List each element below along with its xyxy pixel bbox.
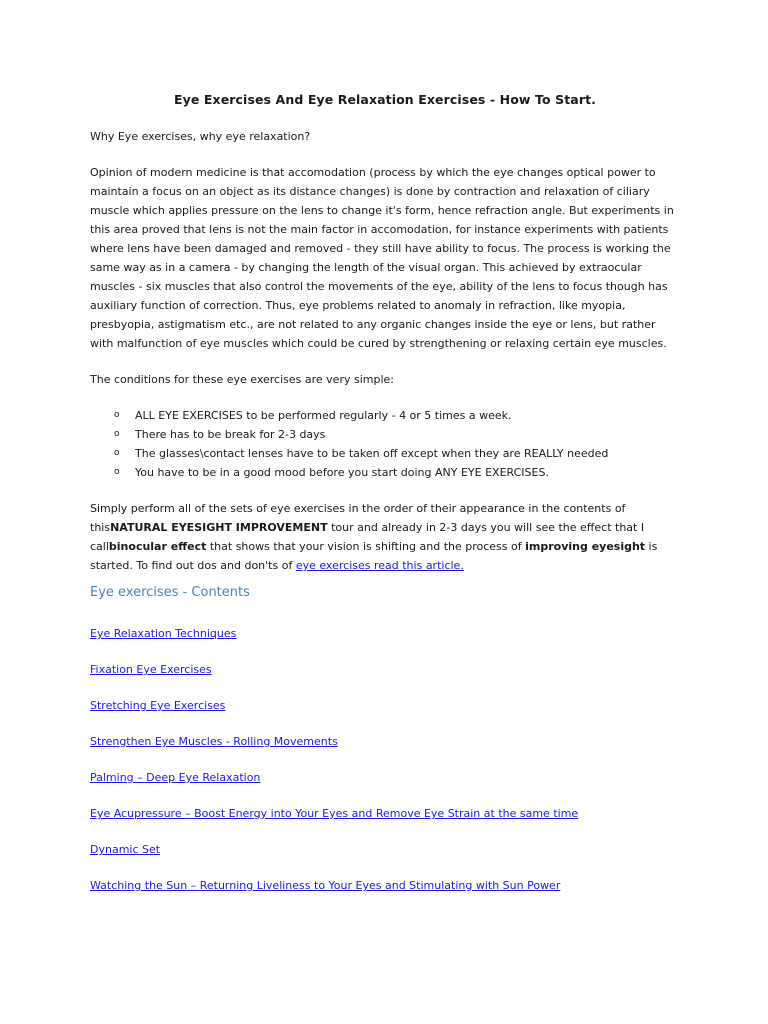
toc-item — [90, 768, 680, 787]
conditions-intro: The conditions for these eye exercises are very simple: — [90, 373, 394, 386]
perform-text-3: that shows that your vision is shifting and the process of — [206, 540, 526, 553]
dos-and-donts-link[interactable]: eye exercises read this article. — [295, 559, 464, 572]
natural-eyesight-improvement-bold: NATURAL EYESIGHT IMPROVEMENT — [110, 521, 328, 534]
intro-question: Why Eye exercises, why eye relaxation? — [90, 130, 311, 143]
bullet-icon: o — [114, 429, 120, 439]
watching-the-sun-link[interactable]: Watching the Sun – Returning Liveliness to Your Eyes and Stimulating with Sun Power — [90, 879, 561, 892]
document-page — [90, 90, 680, 912]
list-item — [90, 425, 680, 444]
rolling-movements-link[interactable]: Strengthen Eye Muscles - Rolling Movements — [90, 735, 338, 748]
perform-text-4: is started. To find out dos and don'ts of — [90, 540, 658, 572]
fixation-eye-exercises-link[interactable]: Fixation Eye Exercises — [90, 663, 212, 676]
improving-eyesight-bold: improving eyesight — [525, 540, 646, 553]
palming-link[interactable]: Palming – Deep Eye Relaxation — [90, 771, 261, 784]
eye-acupressure-link[interactable]: Eye Acupressure – Boost Energy into Your Eyes and Remove Eye Strain at the same time — [90, 807, 579, 820]
toc-item — [90, 624, 680, 643]
toc-item — [90, 876, 680, 895]
perform-text-2: tour and already in 2-3 days you will see the effect that I call — [90, 521, 645, 553]
toc-item — [90, 660, 680, 679]
toc-item — [90, 804, 680, 823]
condition-text: You have to be in a good mood before you start doing ANY EYE EXERCISES. — [135, 466, 549, 479]
bullet-icon: o — [114, 448, 120, 458]
condition-text: The glasses\contact lenses have to be taken off except when they are REALLY needed — [135, 447, 609, 460]
toc-item — [90, 840, 680, 859]
condition-text: ALL EYE EXERCISES to be performed regularly - 4 or 5 times a week. — [135, 409, 512, 422]
list-item — [90, 406, 680, 425]
eye-relaxation-techniques-link[interactable]: Eye Relaxation Techniques — [90, 627, 237, 640]
perform-text-1: Simply perform all of the sets of eye exercises in the order of their appearance in the contents of this — [90, 502, 626, 534]
toc-item — [90, 696, 680, 715]
page-title: Eye Exercises And Eye Relaxation Exercises - How To Start. — [173, 92, 597, 107]
list-item — [90, 463, 680, 482]
bullet-icon: o — [114, 410, 120, 420]
bullet-icon: o — [114, 467, 120, 477]
conditions-list — [90, 406, 680, 482]
perform-paragraph — [90, 499, 680, 575]
contents-heading: Eye exercises - Contents — [90, 585, 250, 600]
toc-item — [90, 732, 680, 751]
opinion-paragraph: Opinion of modern medicine is that accomodation (process by which the eye changes optical power to maintain a focus on an object as its distance changes) is done by contraction and relaxation of ciliary muscle which applies pressure on the lens to change it's form, hence refraction angle. But experiments in this area proved that lens is not the main factor in accomodation, for instance experiments with patients where lens have been damaged and removed - they still have ability to focus. The process is working the same way as in a camera - by changing the length of the visual organ. This achieved by extraocular muscles - six muscles that also control the movements of the eye, ability of the lens to focus though has auxiliary function of correction. Thus, eye problems related to anomaly in refraction, like myopia, presbyopia, astigmatism etc., are not related to any organic changes inside the eye or lens, but rather with malfunction of eye muscles which could be cured by strengthening or relaxing certain eye muscles. — [90, 166, 674, 350]
stretching-eye-exercises-link[interactable]: Stretching Eye Exercises — [90, 699, 226, 712]
binocular-effect-bold: binocular effect — [108, 540, 207, 553]
condition-text: There has to be break for 2-3 days — [135, 428, 326, 441]
list-item — [90, 444, 680, 463]
dynamic-set-link[interactable]: Dynamic Set — [90, 843, 161, 856]
